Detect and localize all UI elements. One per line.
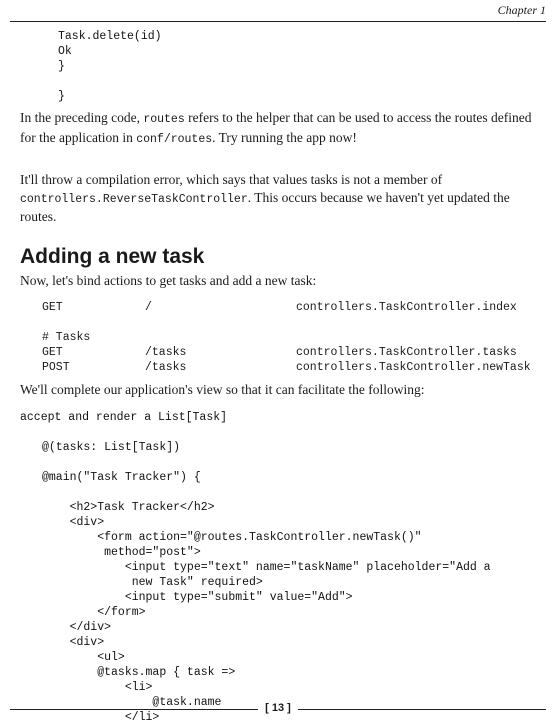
chapter-label: Chapter 1	[497, 3, 546, 17]
route-row: POST /tasks controllers.TaskController.newTask	[42, 361, 531, 374]
route-row: GET / controllers.TaskController.index	[42, 301, 517, 314]
section-heading: Adding a new task	[20, 245, 205, 268]
inline-code-reverse-controller: controllers.ReverseTaskController	[20, 192, 248, 206]
footer-rule-right	[298, 709, 546, 710]
route-comment: # Tasks	[42, 331, 91, 344]
page-number: [ 13 ]	[265, 702, 291, 714]
code-line-accept: accept and render a List[Task]	[20, 411, 228, 424]
paragraph-complete-view: We'll complete our application's view so that it can facilitate the following:	[20, 382, 425, 397]
route-row: GET /tasks controllers.TaskController.tasks	[42, 346, 517, 359]
code-block-view-template: @(tasks: List[Task]) @main("Task Tracker") { <h2>Task Tracker</h2> <div> <form action="@routes.TaskController.newTask()" method="post"> <input type="text" name="taskName" placeholder="Add a new Task" required> <input type="submit" value="Add"> </form> </div> <div> <ul> @tasks.map { task => <li> @task.name </li>	[42, 441, 491, 724]
page-footer	[10, 702, 546, 716]
paragraph-bind-actions: Now, let's bind actions to get tasks and add a new task:	[20, 273, 317, 288]
paragraph-routes-helper: In the preceding code, routes refers to the helper that can be used to access the routes defined for the application in conf/routes. Try running the app now!	[20, 110, 532, 146]
paragraph-compilation-error: It'll throw a compilation error, which says that values tasks is not a member of controllers.ReverseTaskController. This occurs because we haven't yet updated the routes.	[20, 172, 510, 224]
code-block-delete: Task.delete(id) Ok } }	[58, 30, 162, 103]
page-header	[10, 0, 546, 22]
inline-code-conf-routes: conf/routes	[136, 132, 213, 146]
inline-code-routes: routes	[143, 113, 185, 126]
